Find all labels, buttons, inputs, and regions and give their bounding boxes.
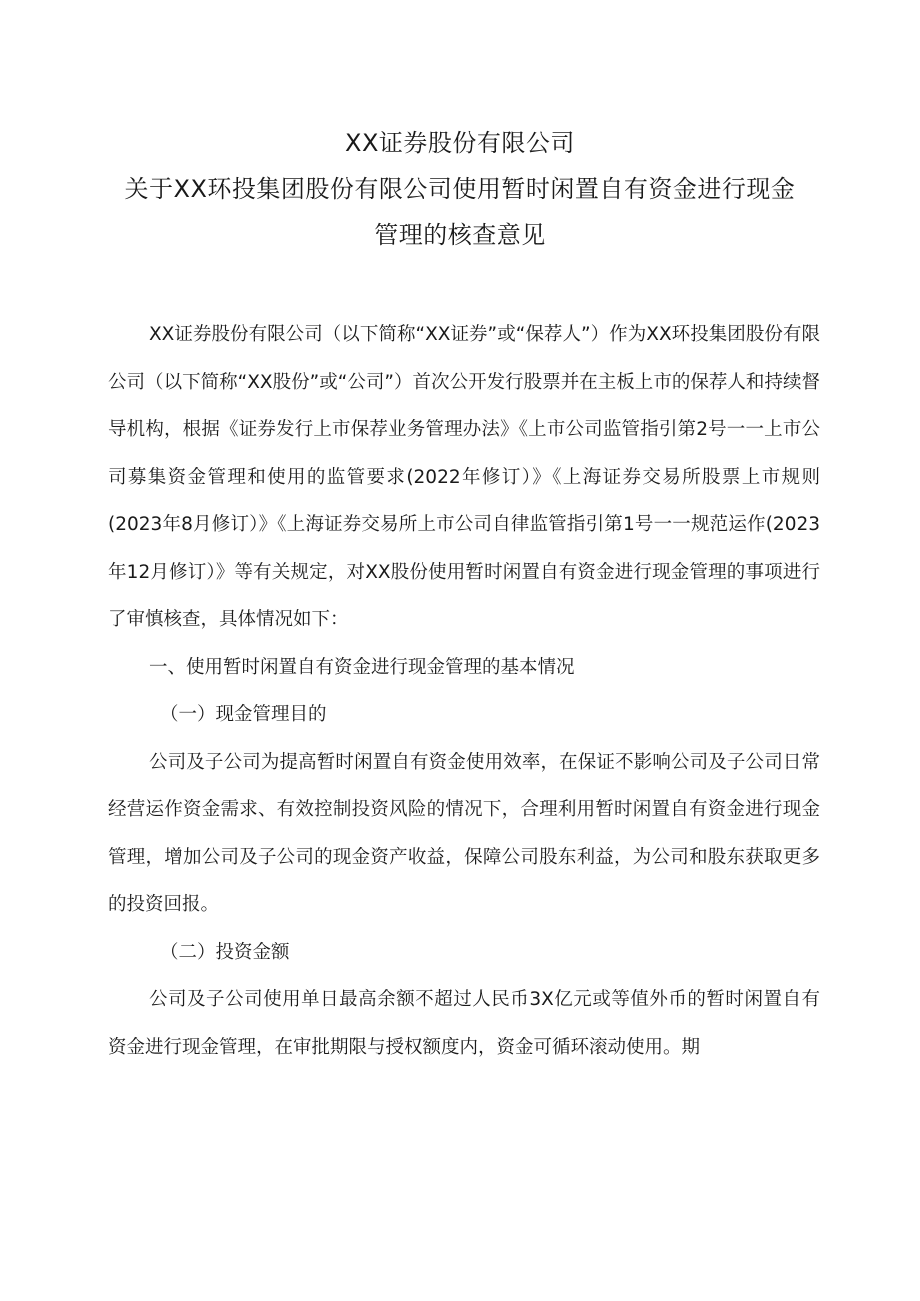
intro-paragraph: XX证券股份有限公司（以下简称“XX证券”或“保荐人”）作为XX环投集团股份有限公司（以下简称“XX股份”或“公司”）首次公开发行股票并在主板上市的保荐人和持续督导机构，根据《证券发行上市保荐业务管理办法》《上市公司监管指引第2号一一上市公司募集资金管理和使用的监管要求(2022年修订）》《上海证券交易所股票上市规则(2023年8月修订）》《上海证券交易所上市公司自律监管指引第1号一一规范运作(2023年12月修订）》等有关规定，对XX股份使用暂时闲置自有资金进行现金管理的事项进行了审慎核查，具体情况如下：: [108, 324, 820, 630]
section-heading-1: 一、使用暂时闲置自有资金进行现金管理的基本情况: [149, 656, 575, 678]
title-line-3: 管理的核查意见: [374, 221, 546, 249]
title-line-2: 关于XX环投集团股份有限公司使用暂时闲置自有资金进行现金: [124, 175, 796, 203]
subsection-1-paragraph: 公司及子公司为提高暂时闲置自有资金使用效率，在保证不影响公司及子公司日常经营运作资金需求、有效控制投资风险的情况下，合理利用暂时闲置自有资金进行现金管理，增加公司及子公司的现金资产收益，保障公司股东利益，为公司和股东获取更多的投资回报。: [108, 751, 820, 915]
subsection-2-paragraph: 公司及子公司使用单日最高余额不超过人民币3X亿元或等值外币的暂时闲置自有资金进行现金管理，在审批期限与授权额度内，资金可循环滚动使用。期: [108, 989, 820, 1058]
title-line-1: XX证券股份有限公司: [345, 129, 575, 157]
document-body: [108, 311, 820, 1071]
subsection-heading-2: （二）投资金额: [160, 941, 290, 963]
subsection-heading-1: （一）现金管理目的: [160, 704, 327, 725]
document-title: [0, 120, 920, 258]
